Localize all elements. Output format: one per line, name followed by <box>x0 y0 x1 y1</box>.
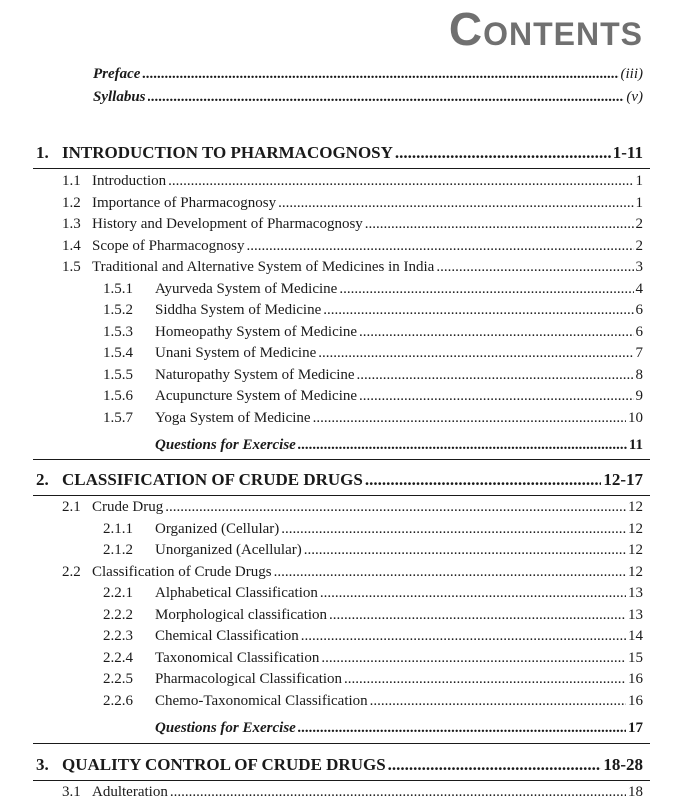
toc-entry-preface[interactable] <box>93 66 643 83</box>
chapter-heading-2[interactable] <box>36 470 643 490</box>
entry-number: 3.1 <box>62 784 81 800</box>
entry-label: Yoga System of Medicine <box>155 410 311 426</box>
entry-page: 15 <box>628 650 643 666</box>
entry-number: 2.1 <box>62 499 81 515</box>
dot-leader <box>359 388 633 405</box>
chapter-pages: 12-17 <box>603 470 643 489</box>
toc-subentry[interactable] <box>103 345 643 362</box>
toc-subentry[interactable] <box>103 607 643 624</box>
entry-number: 2.2.5 <box>103 671 133 687</box>
dot-leader <box>318 345 633 362</box>
toc-entry[interactable] <box>62 173 643 190</box>
dot-leader <box>148 89 625 106</box>
chapter-title: QUALITY CONTROL OF CRUDE DRUGS <box>62 755 386 774</box>
entry-page: 12 <box>628 499 643 515</box>
dot-leader <box>298 720 626 737</box>
toc-subentry[interactable] <box>103 302 643 319</box>
entry-page: 12 <box>628 542 643 558</box>
chapter-divider <box>33 743 650 744</box>
entry-label: Taxonomical Classification <box>155 650 320 666</box>
entry-page: 13 <box>628 607 643 623</box>
dot-leader <box>301 628 626 645</box>
entry-label: Chemical Classification <box>155 628 299 644</box>
toc-entry[interactable] <box>62 195 643 212</box>
dot-leader <box>436 259 633 276</box>
entry-number: 1.5.2 <box>103 302 133 318</box>
entry-page: 1 <box>635 195 643 211</box>
dot-leader <box>388 755 602 775</box>
entry-label: Introduction <box>92 173 167 189</box>
entry-page: 3 <box>635 259 643 275</box>
entry-page: 12 <box>628 521 643 537</box>
chapter-title: CLASSIFICATION OF CRUDE DRUGS <box>62 470 363 489</box>
entry-page: 9 <box>635 388 643 404</box>
entry-number: 1.5.5 <box>103 367 133 383</box>
entry-page: 13 <box>628 585 643 601</box>
entry-label: Unani System of Medicine <box>155 345 317 361</box>
entry-number: 1.5.7 <box>103 410 133 426</box>
entry-page: 6 <box>635 302 643 318</box>
toc-subentry[interactable] <box>103 628 643 645</box>
entry-label: Acupuncture System of Medicine <box>155 388 358 404</box>
entry-page: (iii) <box>620 66 643 82</box>
entry-page: 2 <box>635 238 643 254</box>
entry-page: 16 <box>628 671 643 687</box>
dot-leader <box>278 195 633 212</box>
entry-label: History and Development of Pharmacognosy <box>92 216 363 232</box>
toc-entry[interactable] <box>62 216 643 233</box>
entry-number: 1.5 <box>62 259 81 275</box>
dot-leader <box>370 693 626 710</box>
toc-subentry[interactable] <box>103 585 643 602</box>
entry-page: 7 <box>635 345 643 361</box>
entry-page: 16 <box>628 693 643 709</box>
chapter-divider <box>33 780 650 781</box>
dot-leader <box>274 564 626 581</box>
chapter-divider <box>33 459 650 460</box>
entry-number: 2.2 <box>62 564 81 580</box>
entry-number: 1.5.6 <box>103 388 133 404</box>
entry-page: 12 <box>628 564 643 580</box>
entry-label: Pharmacological Classification <box>155 671 343 687</box>
page-title: Contents <box>448 3 643 55</box>
entry-number: 2.2.3 <box>103 628 133 644</box>
chapter-number: 2. <box>36 470 49 489</box>
entry-label: Organized (Cellular) <box>155 521 280 537</box>
entry-number: 1.4 <box>62 238 81 254</box>
entry-page: 10 <box>628 410 643 426</box>
toc-entry[interactable] <box>62 784 643 801</box>
entry-number: 1.1 <box>62 173 81 189</box>
entry-page: 8 <box>635 367 643 383</box>
chapter-pages: 1-11 <box>612 143 643 162</box>
toc-entry[interactable] <box>62 238 643 255</box>
dot-leader <box>357 367 634 384</box>
entry-page: 6 <box>635 324 643 340</box>
dot-leader <box>320 585 626 602</box>
entry-number: 2.2.1 <box>103 585 133 601</box>
dot-leader <box>298 437 627 454</box>
entry-label: Questions for Exercise <box>155 720 296 736</box>
entry-label: Morphological classification <box>155 607 328 623</box>
toc-subentry[interactable] <box>103 650 643 667</box>
dot-leader <box>170 784 626 801</box>
entry-page: 2 <box>635 216 643 232</box>
dot-leader <box>313 410 626 427</box>
entry-label: Alphabetical Classification <box>155 585 318 601</box>
chapter-divider <box>33 495 650 496</box>
entry-page: 1 <box>635 173 643 189</box>
toc-subentry[interactable] <box>103 521 643 538</box>
entry-number: 1.3 <box>62 216 81 232</box>
entry-label: Ayurveda System of Medicine <box>155 281 338 297</box>
dot-leader <box>165 499 626 516</box>
entry-label: Naturopathy System of Medicine <box>155 367 355 383</box>
entry-page: 17 <box>628 720 643 736</box>
dot-leader <box>246 238 633 255</box>
entry-number: 2.2.6 <box>103 693 133 709</box>
toc-entry-syllabus[interactable] <box>93 89 643 106</box>
entry-label: Chemo-Taxonomical Classification <box>155 693 368 709</box>
entry-page: 11 <box>628 437 643 453</box>
entry-number: 1.5.3 <box>103 324 133 340</box>
toc-subentry[interactable] <box>103 671 643 688</box>
dot-leader <box>359 324 633 341</box>
toc-subentry[interactable] <box>103 324 643 341</box>
entry-number: 1.5.4 <box>103 345 133 361</box>
toc-subentry[interactable] <box>103 693 643 710</box>
dot-leader <box>365 470 601 490</box>
chapter-pages: 18-28 <box>603 755 643 774</box>
questions-for-exercise[interactable] <box>155 437 643 454</box>
entry-label: Classification of Crude Drugs <box>92 564 272 580</box>
chapter-number: 3. <box>36 755 49 774</box>
entry-label: Syllabus <box>93 89 146 105</box>
toc-entry[interactable] <box>62 259 643 276</box>
entry-page: 14 <box>628 628 643 644</box>
entry-number: 1.5.1 <box>103 281 133 297</box>
chapter-title: INTRODUCTION TO PHARMACOGNOSY <box>62 143 393 162</box>
entry-label: Preface <box>93 66 141 82</box>
toc-subentry[interactable] <box>103 388 643 405</box>
entry-number: 2.2.2 <box>103 607 133 623</box>
chapter-heading-3[interactable] <box>36 755 643 775</box>
toc-subentry[interactable] <box>103 281 643 298</box>
entry-label: Questions for Exercise <box>155 437 296 453</box>
questions-for-exercise[interactable] <box>155 720 643 737</box>
entry-page: 4 <box>635 281 643 297</box>
toc-entry[interactable] <box>62 564 643 581</box>
entry-label: Importance of Pharmacognosy <box>92 195 277 211</box>
entry-number: 2.1.2 <box>103 542 133 558</box>
dot-leader <box>339 281 633 298</box>
chapter-heading-1[interactable] <box>36 143 643 163</box>
dot-leader <box>395 143 611 163</box>
entry-label: Traditional and Alternative System of Medicines in India <box>92 259 435 275</box>
toc-subentry[interactable] <box>103 542 643 559</box>
entry-page: 18 <box>628 784 643 800</box>
entry-number: 1.2 <box>62 195 81 211</box>
entry-label: Homeopathy System of Medicine <box>155 324 358 340</box>
entry-page: (v) <box>626 89 643 105</box>
chapter-number: 1. <box>36 143 49 162</box>
dot-leader <box>365 216 634 233</box>
dot-leader <box>142 66 618 83</box>
dot-leader <box>321 650 626 667</box>
toc-entry[interactable] <box>62 499 643 516</box>
toc-subentry[interactable] <box>103 367 643 384</box>
dot-leader <box>281 521 626 538</box>
dot-leader <box>304 542 626 559</box>
entry-label: Siddha System of Medicine <box>155 302 322 318</box>
toc-subentry[interactable] <box>103 410 643 427</box>
entry-number: 2.1.1 <box>103 521 133 537</box>
dot-leader <box>168 173 633 190</box>
entry-number: 2.2.4 <box>103 650 133 666</box>
entry-label: Crude Drug <box>92 499 164 515</box>
chapter-divider <box>33 168 650 169</box>
dot-leader <box>323 302 633 319</box>
dot-leader <box>344 671 626 688</box>
entry-label: Unorganized (Acellular) <box>155 542 302 558</box>
dot-leader <box>329 607 626 624</box>
entry-label: Adulteration <box>92 784 168 800</box>
entry-label: Scope of Pharmacognosy <box>92 238 245 254</box>
